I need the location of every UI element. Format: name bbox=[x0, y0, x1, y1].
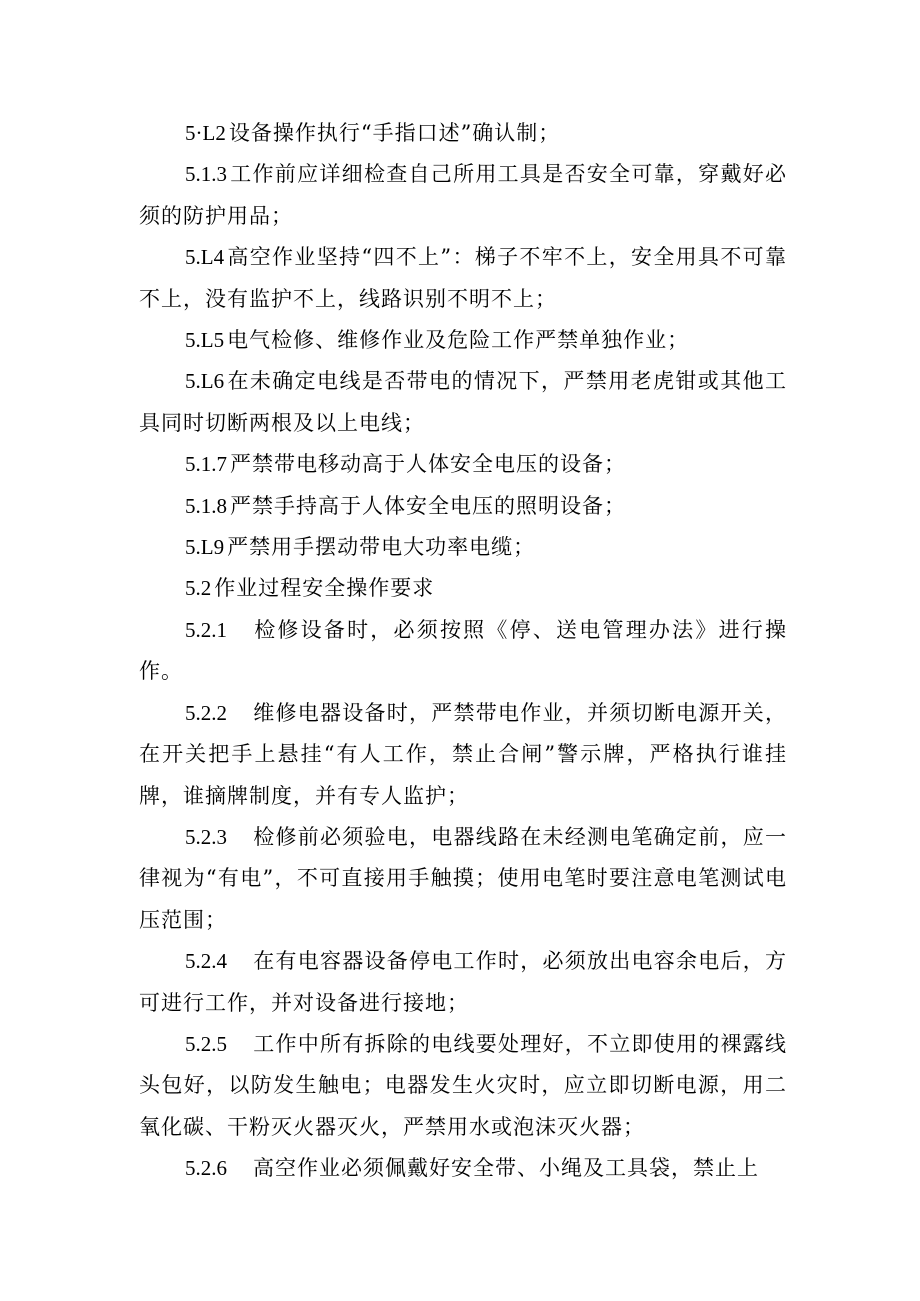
section-number: 5.2.5 bbox=[185, 1031, 227, 1056]
paragraph-text: 高空作业坚持“四不上”：梯子不牢不上，安全用具不可靠不上，没有监护不上，线路识别不明不上； bbox=[139, 245, 787, 311]
paragraph bbox=[139, 486, 787, 527]
paragraph-text: 严禁带电移动高于人体安全电压的设备； bbox=[230, 452, 626, 477]
section-number: 5.L9 bbox=[185, 535, 225, 560]
section-number: 5.1.7 bbox=[185, 452, 227, 477]
section-number: 5.2.3 bbox=[185, 824, 227, 849]
paragraph bbox=[139, 693, 787, 817]
section-number: 5·L2 bbox=[185, 121, 226, 145]
paragraph bbox=[139, 444, 787, 485]
section-number: 5.2.2 bbox=[185, 700, 227, 725]
section-number: 5.L5 bbox=[185, 328, 225, 353]
paragraph bbox=[139, 1148, 787, 1189]
paragraph-text: 工作前应详细检查自己所用工具是否安全可靠，穿戴好必须的防护用品； bbox=[139, 162, 787, 228]
paragraph-text: 工作中所有拆除的电线要处理好，不立即使用的裸露线头包好，以防发生触电；电器发生火灾时，应立即切断电源，用二氧化碳、干粉灭火器灭火，严禁用水或泡沫灭火器； bbox=[139, 1031, 787, 1139]
paragraph bbox=[139, 610, 787, 693]
paragraph-text: 高空作业必须佩戴好安全带、小绳及工具袋，禁止上 bbox=[253, 1156, 759, 1181]
paragraph bbox=[139, 154, 787, 237]
paragraph bbox=[139, 320, 787, 361]
paragraph bbox=[139, 113, 787, 154]
paragraph bbox=[139, 817, 787, 941]
paragraph bbox=[139, 568, 787, 609]
section-number: 5.2.4 bbox=[185, 949, 227, 974]
paragraph bbox=[139, 527, 787, 568]
paragraph-text: 严禁用手摆动带电大功率电缆； bbox=[227, 535, 536, 560]
paragraph-text: 设备操作执行“手指口述”确认制； bbox=[228, 121, 561, 145]
document-body bbox=[139, 113, 787, 1190]
section-number: 5.2.1 bbox=[185, 617, 227, 642]
paragraph-text: 电气检修、维修作业及危险工作严禁单独作业； bbox=[227, 328, 690, 353]
section-number: 5.L4 bbox=[185, 245, 225, 270]
section-number: 5.2.6 bbox=[185, 1156, 227, 1181]
paragraph-text: 维修电器设备时，严禁带电作业，并须切断电源开关，在开关把手上悬挂“有人工作，禁止合闸”警示牌，严格执行谁挂牌，谁摘牌制度，并有专人监护； bbox=[139, 700, 787, 808]
paragraph bbox=[139, 941, 787, 1024]
paragraph-text: 作业过程安全操作要求 bbox=[214, 576, 435, 601]
paragraph bbox=[139, 237, 787, 320]
paragraph-text: 检修前必须验电，电器线路在未经测电笔确定前，应一律视为“有电”，不可直接用手触摸；使用电笔时要注意电笔测试电压范围； bbox=[139, 824, 787, 932]
paragraph-text: 在有电容器设备停电工作时，必须放出电容余电后，方可进行工作，并对设备进行接地； bbox=[139, 949, 787, 1015]
paragraph bbox=[139, 1024, 787, 1148]
paragraph bbox=[139, 361, 787, 444]
paragraph-text: 严禁手持高于人体安全电压的照明设备； bbox=[230, 493, 626, 518]
section-number: 5.1.8 bbox=[185, 493, 227, 518]
paragraph-text: 检修设备时，必须按照《停、送电管理办法》进行操作。 bbox=[139, 617, 787, 684]
section-number: 5.1.3 bbox=[185, 162, 227, 187]
paragraph-text: 在未确定电线是否带电的情况下，严禁用老虎钳或其他工具同时切断两根及以上电线； bbox=[139, 369, 787, 435]
section-number: 5.2 bbox=[185, 576, 212, 601]
section-number: 5.L6 bbox=[185, 369, 225, 394]
